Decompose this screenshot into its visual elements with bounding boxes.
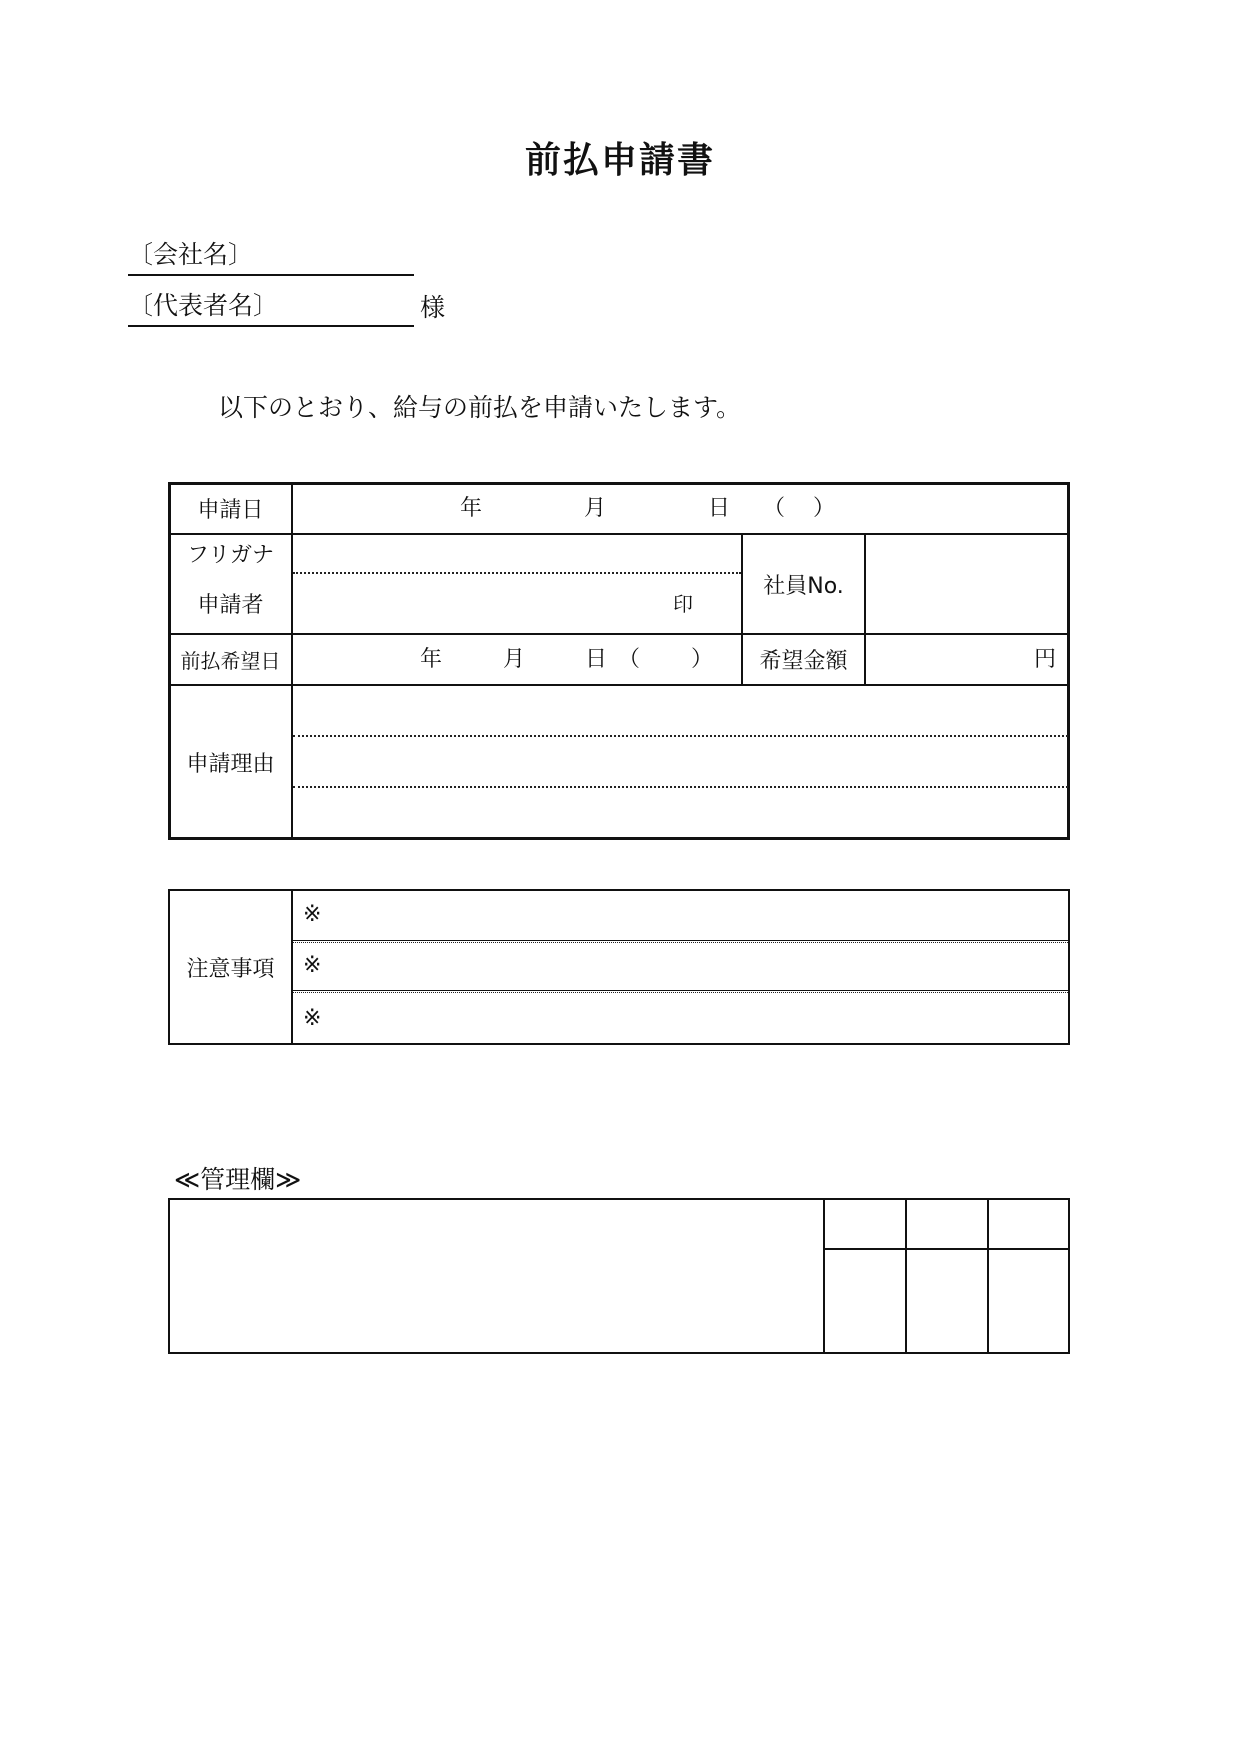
prepay-date-field[interactable] [293,635,741,684]
note-line-3[interactable] [293,993,1068,1043]
year-label: 年 [460,496,483,521]
reason-line-2[interactable] [293,737,1068,786]
day-label: 日 [585,647,608,672]
approval-header-cell-1[interactable] [825,1200,905,1248]
note-mark: ※ [303,953,322,978]
month-label: 月 [584,496,607,521]
reason-line-1[interactable] [293,686,1068,735]
applicant-label: 申請者 [197,593,264,618]
approval-stamp-cell-1[interactable] [825,1250,905,1352]
month-label: 月 [503,647,526,672]
admin-memo-field[interactable] [170,1200,823,1352]
admin-section-label: ≪管理欄≫ [174,1165,302,1194]
weekday-paren-open: （ [618,647,641,672]
weekday-paren-close: ） [813,496,836,521]
approval-header-cell-2[interactable] [907,1200,987,1248]
notes-label: 注意事項 [186,956,275,982]
reason-line-3[interactable] [293,788,1068,838]
company-name-line[interactable] [128,274,414,276]
intro-text: 以下のとおり、給与の前払を申請いたします。 [218,393,742,422]
approval-header-cell-3[interactable] [989,1200,1068,1248]
furigana-field[interactable] [293,535,741,572]
representative-name-line[interactable] [128,325,414,327]
note-line-1[interactable] [293,891,1068,940]
day-label: 日 [708,496,731,521]
approval-stamp-cell-2[interactable] [907,1250,987,1352]
seal-mark: 印 [673,592,693,616]
note-mark: ※ [303,1006,322,1031]
table-divider [293,990,1068,991]
page-title: 前払申請書 [524,140,715,181]
amount-field[interactable] [866,635,1068,684]
note-mark: ※ [303,902,322,927]
honorific: 様 [420,293,446,322]
approval-stamp-cell-3[interactable] [989,1250,1068,1352]
employee-no-field[interactable] [866,535,1068,633]
note-line-2[interactable] [293,943,1068,990]
weekday-paren-open: （ [763,496,786,521]
prepay-date-label: 前払希望日 [180,649,281,673]
yen-unit: 円 [1033,647,1056,672]
company-name-label: 〔会社名〕 [128,240,254,269]
employee-no-label: 社員No. [763,573,844,599]
amount-label: 希望金額 [759,649,848,674]
application-date-field[interactable] [293,484,1068,533]
reason-label: 申請理由 [186,751,275,777]
weekday-paren-close: ） [691,647,714,672]
year-label: 年 [420,647,443,672]
application-date-label: 申請日 [197,498,264,523]
applicant-name-field[interactable] [293,574,741,633]
representative-name-label: 〔代表者名〕 [128,291,279,320]
furigana-label: フリガナ [187,543,274,568]
table-divider [293,940,1068,941]
